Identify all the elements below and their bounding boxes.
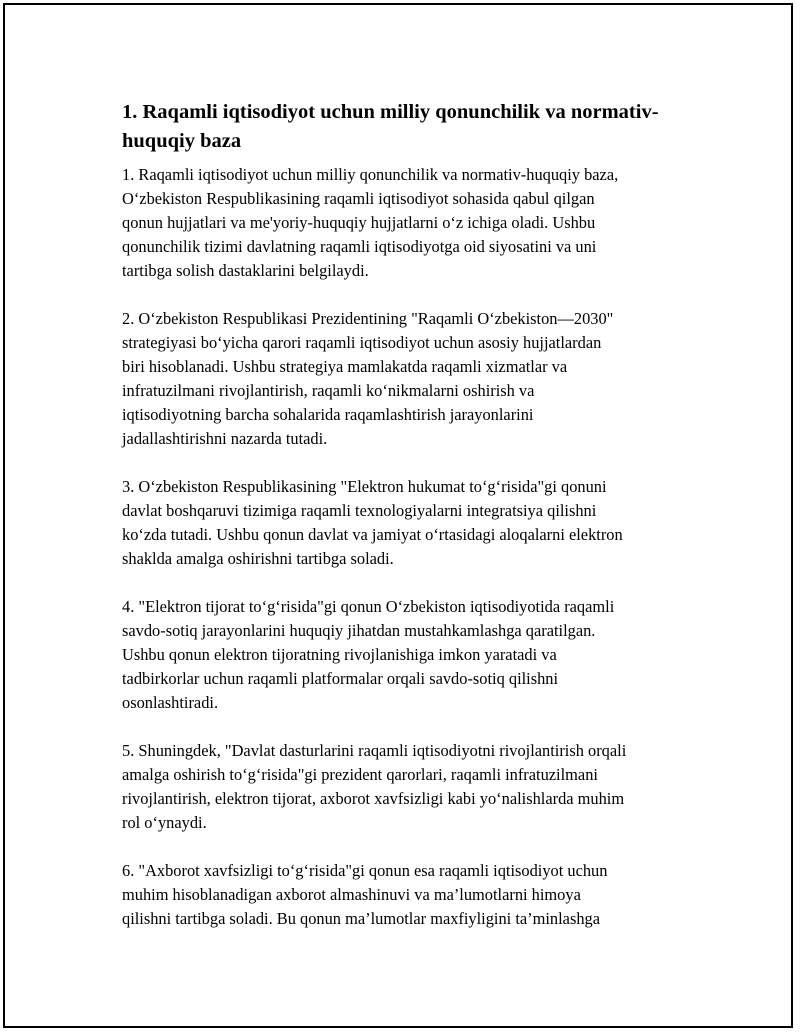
paragraph-3: 3. O‘zbekiston Respublikasining "Elektron hukumat to‘g‘risida"gi qonuni davlat boshqaruvi tizimiga raqamli texnologiyalarni integratsiya qilishni ko‘zda tutadi. Ushbu qonun davlat va jamiyat o‘rtasidagi aloqalarni elektron shaklda amalga oshirishni tartibga soladi. [122, 477, 623, 568]
page-frame [3, 3, 793, 1028]
paragraph-4: 4. "Elektron tijorat to‘g‘risida"gi qonun O‘zbekiston iqtisodiyotida raqamli savdo-sotiq jarayonlarini huquqiy jihatdan mustahkamlashga qaratilgan. Ushbu qonun elektron tijoratning rivojlanishiga imkon yaratadi va tadbirkorlar uchun raqamli platformalar orqali savdo-sotiq qilishni osonlashtiradi. [122, 597, 615, 712]
paragraph-5: 5. Shuningdek, "Davlat dasturlarini raqamli iqtisodiyotni rivojlantirish orqali amalga oshirish to‘g‘risida"gi prezident qarorlari, raqamli infratuzilmani rivojlantirish, elektron tijorat, axborot xavfsizligi kabi yo‘nalishlarda muhim rol o‘ynaydi. [122, 741, 627, 832]
paragraph-2: 2. O‘zbekiston Respublikasi Prezidentining "Raqamli O‘zbekiston—2030" strategiyasi bo‘yicha qarori raqamli iqtisodiyot uchun asosiy hujjatlardan biri hisoblanadi. Ushbu strategiya mamlakatda raqamli xizmatlar va infratuzilmani rivojlantirish, raqamli ko‘nikmalarni oshirish va iqtisodiyotning barcha sohalarida raqamlashtirish jarayonlarini jadallashtirishni nazarda tutadi. [122, 309, 614, 448]
section-heading: 1. Raqamli iqtisodiyot uchun milliy qonunchilik va normativ- huquqiy baza [122, 101, 659, 152]
paragraph-1: 1. Raqamli iqtisodiyot uchun milliy qonunchilik va normativ-huquqiy baza, O‘zbekiston Respublikasining raqamli iqtisodiyot sohasida qabul qilgan qonun hujjatlari va me'yoriy-huquqiy hujjatlarni o‘z ichiga oladi. Ushbu qonunchilik tizimi davlatning raqamli iqtisodiyotga oid siyosatini va uni tartibga solish dastaklarini belgilaydi. [122, 165, 619, 280]
document-body [122, 98, 697, 955]
paragraph-6: 6. "Axborot xavfsizligi to‘g‘risida"gi qonun esa raqamli iqtisodiyot uchun muhim hisoblanadigan axborot almashinuvi va ma’lumotlarni himoya qilishni tartibga soladi. Bu qonun ma’lumotlar maxfiyligini ta’minlashga [122, 861, 608, 928]
